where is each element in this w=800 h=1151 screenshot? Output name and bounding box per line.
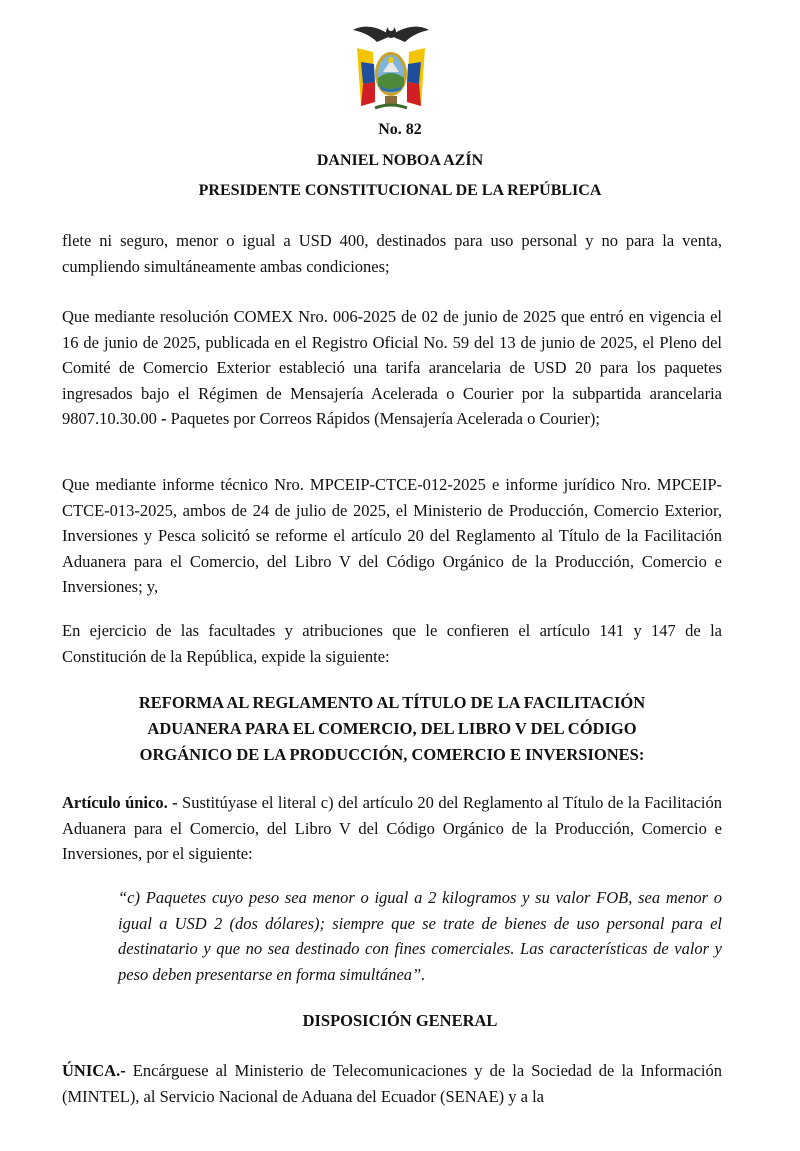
general-provision-label: ÚNICA.- [62, 1061, 126, 1080]
president-name: DANIEL NOBOA AZÍN [316, 152, 484, 169]
article-label: Artículo único. - [62, 793, 178, 812]
article-text: Sustitúyase el literal c) del artículo 20 del Reglamento al Título de la Facilitación Aduanera para el Comercio, del Libro V del Código Orgánico de la Producción, Comercio e Inversiones, por el siguiente: [62, 793, 722, 864]
general-provision-paragraph [62, 1058, 722, 1109]
general-provision-text: Encárguese al Ministerio de Telecomunicaciones y de la Sociedad de la Información (MINTEL), al Servicio Nacional de Aduana del Ecuador (SENAE) y a la [62, 1061, 722, 1106]
reform-title [62, 690, 722, 768]
paragraph-2-text-end: Paquetes por Correos Rápidos (Mensajería Acelerada o Courier); [170, 409, 600, 429]
reform-title-line-2: ADUANERA PARA EL COMERCIO, DEL LIBRO V DEL CÓDIGO [147, 719, 637, 738]
reform-title-line-3: ORGÁNICO DE LA PRODUCCIÓN, COMERCIO E INVERSIONES: [139, 745, 645, 764]
paragraph-2 [62, 304, 722, 432]
general-provision-heading: DISPOSICIÓN GENERAL [302, 1011, 498, 1030]
paragraph-2-text: Que mediante resolución COMEX Nro. 006-2025 de 02 de junio de 2025 que entró en vigencia el 16 de junio de 2025, publicada en el Registro Oficial No. 59 del 13 de junio de 2025, el Pleno del Comité de Comercio Exterior estableció una tarifa arancelaria de USD 20 para los paquetes ingresados bajo el Régimen de Mensajería Acelerada o Courier por la subpartida arancelaria 9807.10.30.00 [62, 307, 722, 429]
paragraph-2-dash: - [156, 409, 171, 429]
paragraph-3: Que mediante informe técnico Nro. MPCEIP-CTCE-012-2025 e informe jurídico Nro. MPCEIP-CTCE-013-2025, ambos de 24 de julio de 2025, el Ministerio de Producción, Comercio Exterior, Inversiones y Pesca solicitó se reforme el artículo 20 del Reglamento al Título de la Facilitación Aduanera para el Comercio, del Libro V del Código Orgánico de la Producción, Comercio e Inversiones; y, [62, 475, 722, 597]
ecuador-coat-of-arms-icon [349, 22, 433, 114]
article-quote: “c) Paquetes cuyo peso sea menor o igual a 2 kilogramos y su valor FOB, sea menor o igual a USD 2 (dos dólares); siempre que se trate de bienes de uso personal para el destinatario y que no sea destinado con fines comerciales. Las características de valor y peso deben presentarse en forma simultánea”. [118, 888, 722, 984]
president-title: PRESIDENTE CONSTITUCIONAL DE LA REPÚBLICA [198, 182, 602, 199]
paragraph-4: En ejercicio de las facultades y atribuciones que le confieren el artículo 141 y 147 de la Constitución de la República, expide la siguiente: [62, 621, 722, 666]
paragraph-1: flete ni seguro, menor o igual a USD 400, destinados para uso personal y no para la venta, cumpliendo simultáneamente ambas condiciones; [62, 231, 722, 276]
reform-title-line-1: REFORMA AL REGLAMENTO AL TÍTULO DE LA FACILITACIÓN [138, 693, 646, 712]
decree-number: No. 82 [378, 121, 422, 138]
article-paragraph [62, 790, 722, 867]
